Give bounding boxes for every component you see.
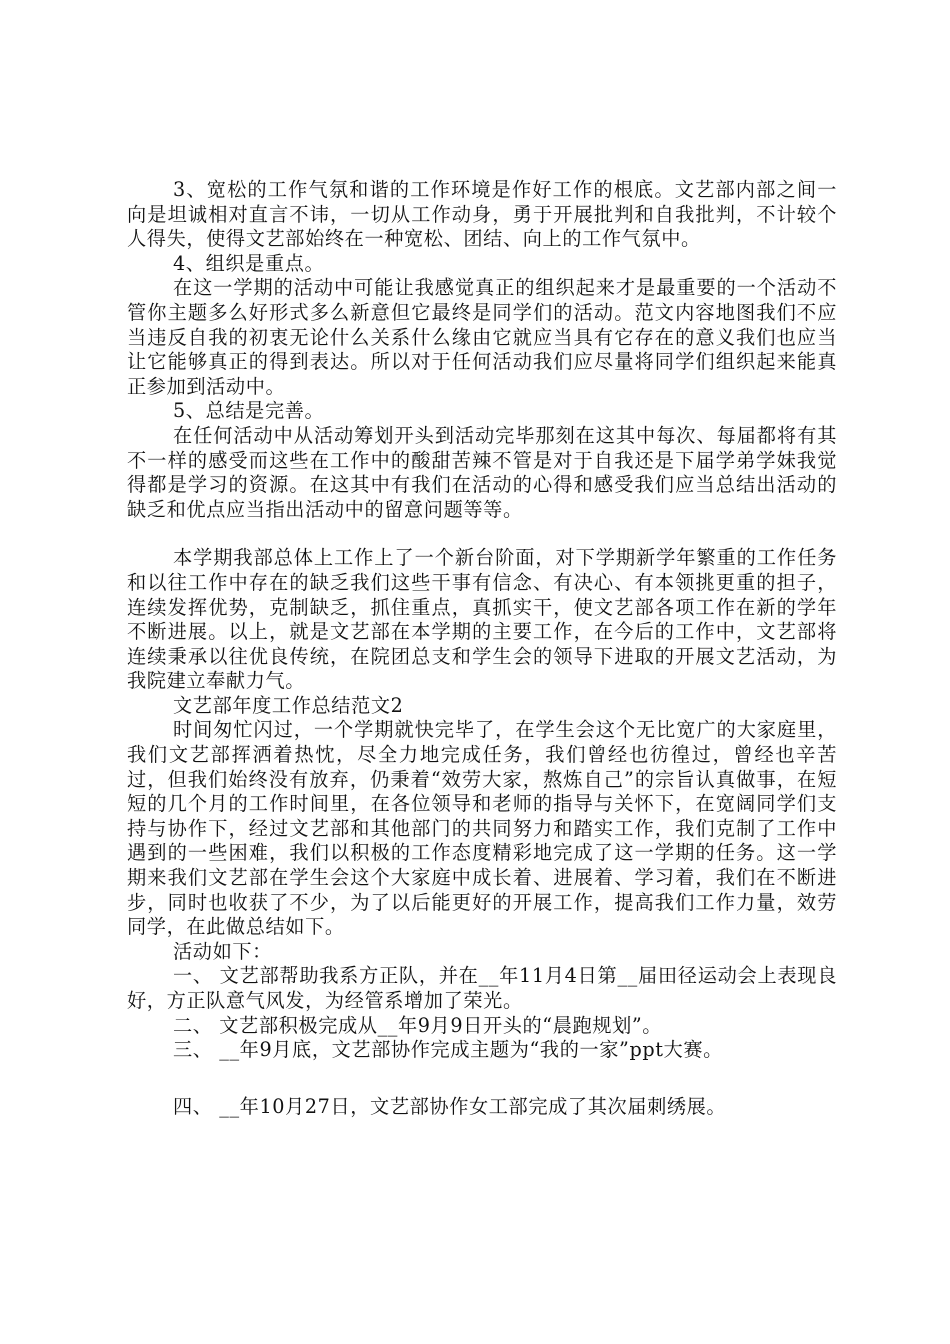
activity-item-1: 一、 文艺部帮助我系方正队，并在__年11月4日第__届田径运动会上表现良好，方正队意气风发，为经管系增加了荣光。 — [127, 964, 837, 1012]
paragraph-semester-summary: 本学期我部总体上工作上了一个新台阶面，对下学期新学年繁重的工作任务和以往工作中存在的缺乏我们这些干事有信念、有决心、有本领挑更重的担子，连续发挥优势，克制缺乏，抓住重点，真抓实干，使文艺部各项工作在新的学年不断进展。以上，就是文艺部在本学期的主要工作，在今后的工作中，文艺部将连续秉承以往优良传统，在院团总支和学生会的领导下进取的开展文艺活动，为我院建立奉献力气。 — [127, 546, 837, 693]
paragraph-point-4-body: 在这一学期的活动中可能让我感觉真正的组织起来才是最重要的一个活动不管你主题多么好形式多么新意但它最终是同学们的活动。范文内容地图我们不应当违反自我的初衷无论什么关系什么缘由它就应当具有它存在的意义我们也应当让它能够真正的得到表达。所以对于任何活动我们应尽量将同学们组织起来能真正参加到活动中。 — [127, 276, 837, 398]
paragraph-point-3: 3、宽松的工作气氛和谐的工作环境是作好工作的根底。文艺部内部之间一向是坦诚相对直言不讳，一切从工作动身，勇于开展批判和自我批判，不计较个人得失，使得文艺部始终在一种宽松、团结、向上的工作气氛中。 — [127, 178, 837, 251]
document-body — [127, 178, 837, 1119]
activity-item-2: 二、 文艺部积极完成从__年9月9日开头的“晨跑规划”。 — [173, 1013, 663, 1037]
paragraph-point-5-body: 在任何活动中从活动筹划开头到活动完毕那刻在这其中每次、每届都将有其不一样的感受而这些在工作中的酸甜苦辣不管是对于自我还是下届学弟学妹我觉得都是学习的资源。在这其中有我们在活动的心得和感受我们应当总结出活动的缺乏和优点应当指出活动中的留意问题等等。 — [127, 423, 837, 521]
activity-item-3: 三、 __年9月底，文艺部协作完成主题为“我的一家”ppt大赛。 — [173, 1038, 723, 1062]
activities-heading: 活动如下： — [173, 939, 272, 963]
paragraph-point-5-heading: 5、总结是完善。 — [173, 399, 325, 423]
paragraph-sample-2-intro: 时间匆忙闪过，一个学期就快完毕了，在学生会这个无比宽广的大家庭里，我们文艺部挥洒着热忱，尽全力地完成任务，我们曾经也彷徨过，曾经也辛苦过，但我们始终没有放弃，仍秉着“效劳大家，熬炼自己”的宗旨认真做事，在短短的几个月的工作时间里，在各位领导和老师的指导与关怀下，在宽阔同学们支持与协作下，经过文艺部和其他部门的共同努力和踏实工作，我们克制了工作中遇到的一些困难，我们以积极的工作态度精彩地完成了这一学期的任务。这一学期来我们文艺部在学生会这个大家庭中成长着、进展着、学习着，我们在不断进步，同时也收获了不少，为了以后能更好的开展工作，提高我们工作力量，效劳同学，在此做总结如下。 — [127, 718, 837, 939]
activity-item-4: 四、 __年10月27日，文艺部协作女工部完成了其次届刺绣展。 — [173, 1094, 727, 1118]
paragraph-spacer — [127, 522, 837, 546]
paragraph-spacer — [127, 1063, 837, 1095]
section-title-sample-2: 文艺部年度工作总结范文2 — [173, 693, 404, 717]
paragraph-point-4-heading: 4、组织是重点。 — [173, 251, 325, 275]
